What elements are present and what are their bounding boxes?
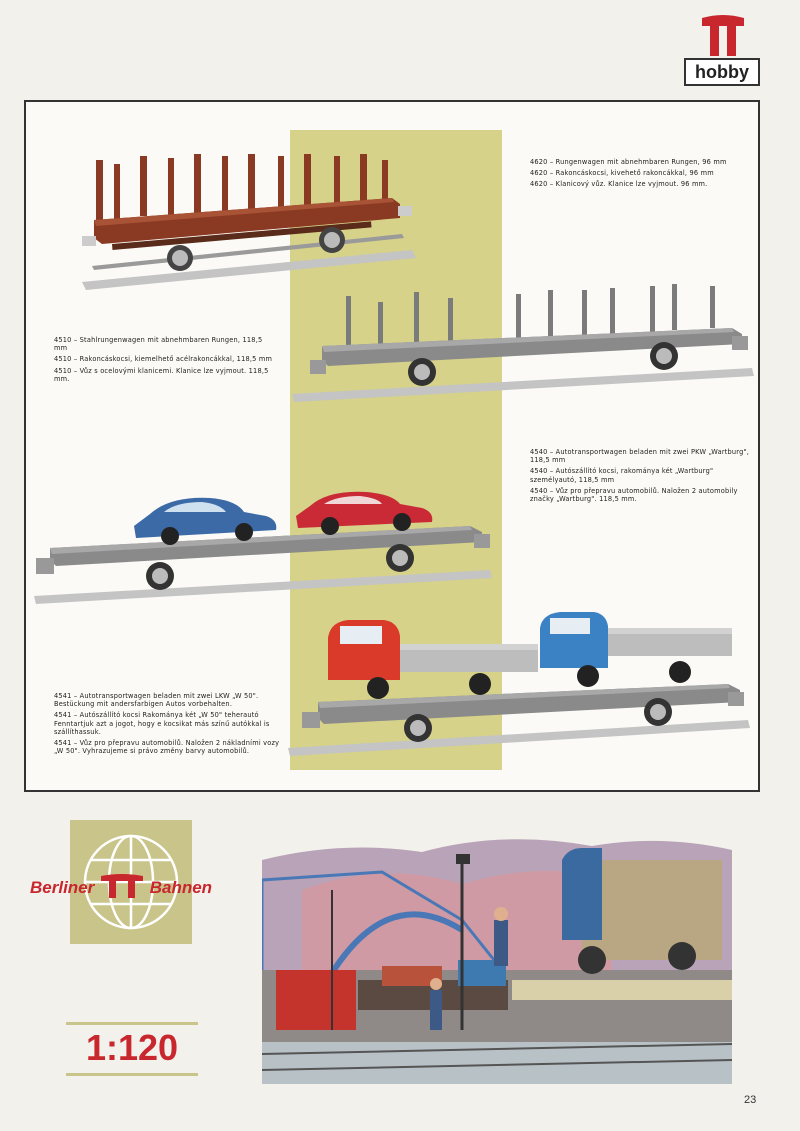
wagon-4620-image xyxy=(82,154,422,294)
caption-line: 4620 – Rungenwagen mit abnehmbaren Rungen, 96 mm xyxy=(530,158,727,166)
scale-label: 1:120 xyxy=(66,1022,198,1076)
tt-hobby-logo xyxy=(682,14,762,88)
caption-line: 4510 – Vůz s ocelovými klanicemi. Klanice lze vyjmout. 118,5 mm. xyxy=(54,366,269,383)
caption-4620 xyxy=(530,158,752,192)
wagon-4540-image xyxy=(30,486,500,606)
wagon-4541-image xyxy=(288,610,758,756)
caption-line: 4540 – Autószállító kocsi, rakománya két „Wartburg" személyautó, 118,5 mm xyxy=(530,467,714,484)
tt-mark xyxy=(99,873,145,899)
caption-line: 4510 – Stahlrungenwagen mit abnehmbaren Rungen, 118,5 mm xyxy=(54,336,263,353)
tt-logo-icon xyxy=(700,14,746,58)
caption-line: 4540 – Autotransportwagen beladen mit zwei PKW „Wartburg", 118,5 mm xyxy=(530,448,749,465)
wagon-4510-image xyxy=(292,284,760,404)
caption-line: 4541 – Autotransportwagen beladen mit zwei LKW „W 50". Bestückung mit andersfarbigen Autos vorbehalten. xyxy=(54,692,259,709)
hobby-label: hobby xyxy=(684,58,760,86)
berliner-word: Berliner xyxy=(30,878,95,897)
caption-line: 4541 – Vůz pro přepravu automobilů. Naložen 2 nákladními vozy „W 50". Vyhrazujeme si právo změny barvy automobilů. xyxy=(54,739,280,756)
caption-4510 xyxy=(54,336,274,386)
caption-line: 4540 – Vůz pro přepravu automobilů. Naložen 2 automobily značky „Wartburg". 118,5 mm. xyxy=(530,486,738,504)
berliner-tt-bahnen-title xyxy=(30,873,212,899)
caption-line: 4510 – Rakoncáskocsi, kiemelhető acélrakoncákkal, 118,5 mm xyxy=(54,355,273,364)
page-number: 23 xyxy=(744,1094,757,1106)
caption-4540 xyxy=(530,448,752,506)
rail-yard-illustration xyxy=(262,820,732,1084)
caption-line: 4541 – Autószállító kocsi Rakománya két „W 50" teherautó Fenntartjuk azt a jogot, hogy e kocsikat más színű autókkal is szállíthassuk. xyxy=(54,711,270,736)
caption-4541 xyxy=(54,692,284,759)
catalog-frame xyxy=(24,100,760,792)
caption-line: 4620 – Klanicový vůz. Klanice lze vyjmout. 96 mm. xyxy=(530,180,708,189)
tt-mark-icon xyxy=(99,873,145,899)
bahnen-word: Bahnen xyxy=(149,878,213,897)
caption-line: 4620 – Rakoncáskocsi, kivehető rakoncákkal, 96 mm xyxy=(530,169,714,178)
